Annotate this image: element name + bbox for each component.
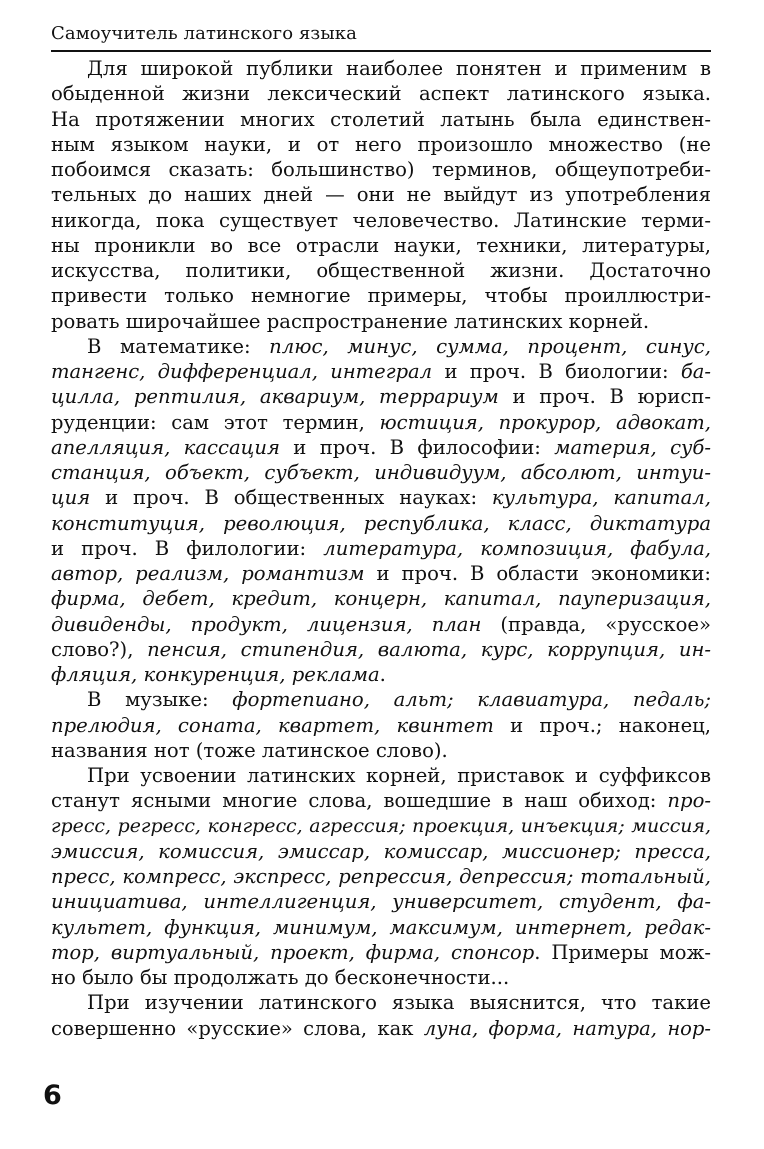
text-run: названия нот (тоже латинское слово). [51, 738, 448, 762]
text-run: На протяжении многих столетий латынь была единствен- [51, 107, 711, 131]
italic-term: станция, объект, субъект, индивидуум, абсолют, интуи- [51, 461, 711, 484]
text-line [51, 511, 711, 536]
text-line [51, 283, 711, 308]
text-line [51, 839, 711, 864]
text-line [51, 435, 711, 460]
text-line [51, 359, 711, 384]
text-line [51, 233, 711, 258]
italic-term: гресс, регресс, конгресс, агрессия; проекция, инъекция; миссия, [51, 814, 711, 837]
text-run: В музыке: [87, 688, 233, 712]
italic-term: юстиция, прокурор, адвокат, [379, 410, 711, 434]
text-run: и проч. В философии: [279, 435, 555, 459]
text-line [51, 738, 711, 763]
italic-term: прелюдия, соната, квартет, квинтет [51, 713, 494, 737]
paragraph [51, 763, 711, 990]
text-line [51, 687, 711, 712]
text-run: ровать широчайшее распространение латинских корней. [51, 309, 650, 333]
text-run: При изучении латинского языка выяснится, что такие [87, 991, 711, 1015]
text-line [51, 132, 711, 157]
text-line [51, 208, 711, 233]
text-line [51, 814, 711, 839]
text-line [51, 864, 711, 889]
text-run: но было бы продолжать до бесконечности... [51, 966, 510, 989]
text-run: никогда, пока существует человечество. Латинские терми- [51, 208, 711, 232]
text-run: побоимся сказать: большинство) терминов, общеупотреби- [51, 158, 711, 181]
italic-term: тангенс, дифференциал, интеграл [51, 360, 433, 383]
text-line [51, 182, 711, 207]
italic-term: про- [667, 789, 711, 813]
paragraph [51, 687, 711, 763]
paragraph [51, 56, 711, 334]
text-run: искусства, политики, общественной жизни. Достаточно [51, 259, 711, 282]
text-line [51, 990, 711, 1015]
italic-term: литература, композиция, фабула, [323, 536, 711, 560]
text-run: . Примеры мож- [534, 940, 711, 964]
text-run: руденции: сам этот термин, [51, 410, 380, 434]
text-run: и проч. В биологии: [432, 360, 681, 383]
text-run: ным языком науки, и от него произошло множество (не [51, 132, 711, 156]
italic-term: пресс, компресс, экспресс, репрессия, депрессия; тотальный, [51, 865, 711, 888]
italic-term: фирма, дебет, кредит, концерн, капитал, пауперизация, [51, 587, 711, 611]
paragraph [51, 990, 711, 1041]
text-run: В математике: [87, 334, 270, 358]
italic-term: инициатива, интеллигенция, университет, студент, фа- [51, 890, 711, 914]
text-run: и проч. В юрисп- [498, 385, 711, 409]
text-line [51, 157, 711, 182]
text-line [51, 107, 711, 132]
text-run: . [379, 663, 386, 686]
text-run: При усвоении латинских корней, приставок и суффиксов [87, 764, 711, 787]
italic-term: фляция, конкуренция, реклама [51, 663, 380, 686]
italic-term: пенсия, стипендия, валюта, курс, коррупция, ин- [147, 637, 711, 661]
body-text [51, 56, 711, 1041]
text-run: совершенно «русские» слова, как [51, 1016, 424, 1040]
italic-term: тор, виртуальный, проект, фирма, спонсор [51, 940, 535, 964]
text-line [51, 258, 711, 283]
text-line [51, 561, 711, 586]
text-run: и проч.; наконец, [493, 713, 711, 737]
text-line [51, 915, 711, 940]
text-line [51, 637, 711, 662]
header-rule [51, 50, 711, 52]
paragraph [51, 334, 711, 688]
italic-term: цилла, рептилия, аквариум, террариум [51, 385, 499, 409]
text-line [51, 309, 711, 334]
italic-term: плюс, минус, сумма, процент, синус, [269, 334, 711, 358]
text-run: тельных до наших дней — они не выйдут из употребления [51, 183, 711, 207]
text-line [51, 586, 711, 611]
italic-term: эмиссия, комиссия, эмиссар, комиссар, миссионер; пресса, [51, 839, 711, 863]
text-line [51, 763, 711, 788]
italic-term: конституция, революция, республика, класс, диктатура [51, 511, 711, 535]
text-run: ны проникли во все отрасли науки, техники, литературы, [51, 233, 711, 257]
italic-term: фортепиано, альт; клавиатура, педаль; [232, 688, 711, 712]
text-line [51, 889, 711, 914]
text-run: обыденной жизни лексический аспект латинского языка. [51, 82, 711, 106]
text-line [51, 536, 711, 561]
text-line [51, 410, 711, 435]
text-run: слово?), [51, 637, 148, 661]
text-line [51, 1016, 711, 1041]
text-run: и проч. В области экономики: [364, 562, 711, 585]
text-line [51, 384, 711, 409]
running-head: Самоучитель латинского языка [51, 23, 357, 44]
italic-term: культет, функция, минимум, максимум, интернет, редак- [51, 915, 711, 939]
italic-term: ция [51, 486, 91, 510]
text-run: (правда, «русское» [481, 612, 711, 636]
text-run: и проч. В филологии: [51, 536, 324, 560]
text-line [51, 612, 711, 637]
text-line [51, 940, 711, 965]
text-line [51, 460, 711, 485]
italic-term: дивиденды, продукт, лицензия, план [51, 612, 482, 636]
text-line [51, 788, 711, 813]
text-line [51, 662, 711, 687]
text-line [51, 713, 711, 738]
italic-term: материя, суб- [554, 435, 711, 459]
italic-term: автор, реализм, романтизм [51, 562, 365, 585]
italic-term: луна, форма, натура, нор- [423, 1016, 711, 1040]
italic-term: ба- [680, 360, 711, 383]
page-number: 6 [43, 1080, 62, 1111]
text-line [51, 81, 711, 106]
text-run: и проч. В общественных науках: [90, 486, 492, 510]
text-line [51, 965, 711, 990]
text-run: привести только немногие примеры, чтобы проиллюстри- [51, 284, 711, 308]
text-line [51, 56, 711, 81]
text-line [51, 334, 711, 359]
text-run: станут ясными многие слова, вошедшие в наш обиход: [51, 789, 668, 813]
italic-term: культура, капитал, [491, 486, 711, 510]
italic-term: апелляция, кассация [51, 435, 280, 459]
text-run: Для широкой публики наиболее понятен и применим в [87, 57, 711, 80]
text-line [51, 485, 711, 510]
